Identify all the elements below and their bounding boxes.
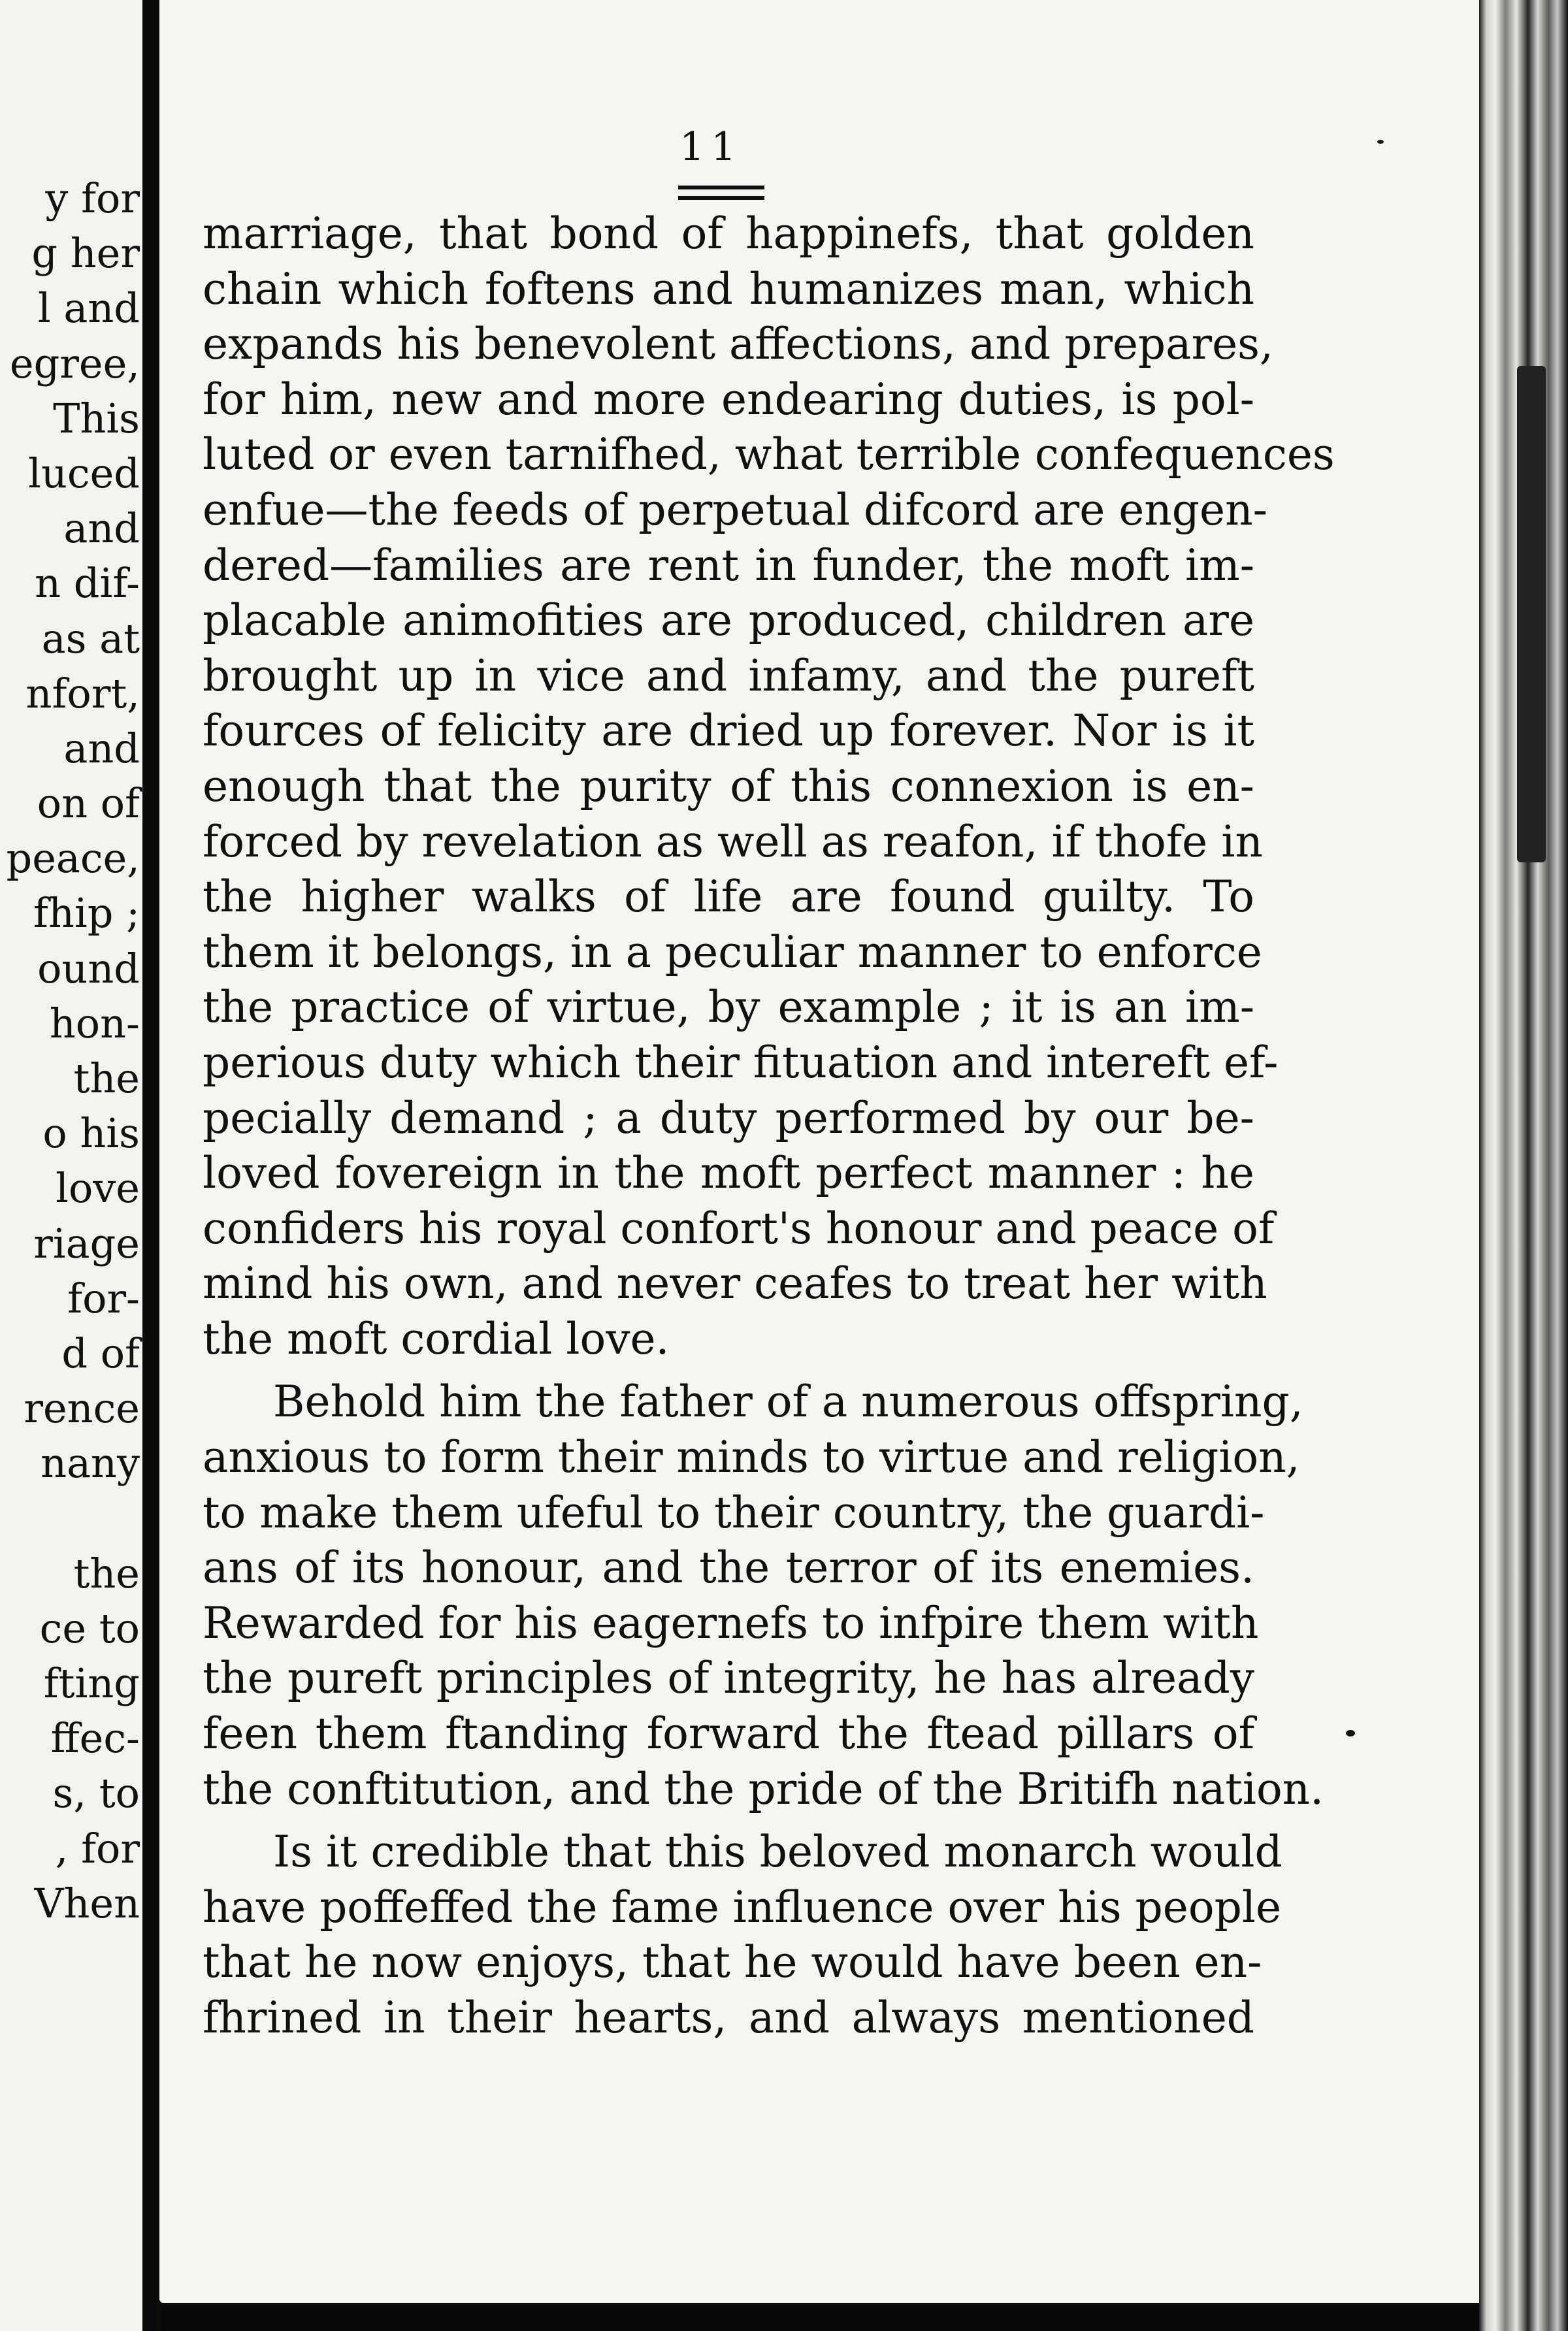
text-line: the pureft principles of integrity, he has already: [203, 1653, 1254, 1704]
left-page-line: fting: [43, 1659, 140, 1708]
page-stack-edge: [1479, 0, 1568, 2331]
left-page-line: and: [63, 724, 140, 772]
left-page-line: ffec-: [50, 1714, 140, 1763]
book-gutter: [142, 0, 159, 2331]
text-line: chain which foftens and humanizes man, which: [203, 263, 1254, 314]
text-line: dered—families are rent in funder, the moft im-: [203, 540, 1254, 591]
left-page-line: nfort,: [25, 669, 140, 717]
text-line: fources of felicity are dried up forever. Nor is it: [203, 706, 1254, 757]
text-line: enough that the purity of this connexion is en-: [203, 760, 1254, 811]
text-line: mind his own, and never ceafes to treat her with: [203, 1258, 1267, 1309]
text-line: placable animofities are produced, children are: [203, 595, 1254, 646]
text-line: the moft cordial love.: [203, 1313, 670, 1364]
text-line: for him, new and more endearing duties, is pol-: [203, 374, 1254, 425]
text-line: perious duty which their fituation and intereft ef-: [203, 1037, 1279, 1088]
left-page-line: egree,: [9, 339, 140, 387]
left-page-line: o his: [42, 1109, 140, 1158]
text-line: marriage, that bond of happinefs, that golden: [203, 208, 1254, 259]
left-page-line: g her: [31, 229, 140, 278]
text-line: feen them ftanding forward the ftead pillars of: [203, 1708, 1254, 1759]
text-line: the higher walks of life are found guilty. To: [203, 872, 1254, 922]
ink-speck: [1377, 140, 1384, 144]
left-page-line: the: [73, 1054, 140, 1102]
page-edge-mark: [1517, 366, 1546, 862]
text-line: expands his benevolent affections, and prepares,: [203, 319, 1273, 370]
page-number: 11: [679, 124, 743, 170]
left-page-line: for-: [67, 1274, 140, 1322]
left-page-line: s, to: [52, 1769, 140, 1818]
text-line: fhrined in their hearts, and always mentioned: [203, 1993, 1254, 2043]
left-page-line: ce to: [39, 1604, 140, 1652]
text-line: to make them ufeful to their country, the guardi-: [203, 1487, 1265, 1538]
left-page-line: n dif-: [35, 559, 140, 608]
text-line: have poffeffed the fame influence over his people: [203, 1882, 1281, 1932]
left-page-text: [0, 171, 140, 1931]
bottom-shadow: [159, 2303, 1479, 2331]
text-line: ans of its honour, and the terror of its enemies.: [203, 1542, 1254, 1593]
text-line: Rewarded for his eagernefs to infpire them with: [203, 1597, 1259, 1648]
text-line: the conftitution, and the pride of the Britifh nation.: [203, 1763, 1324, 1814]
left-page-line: y for: [45, 174, 140, 222]
left-page-line: hon-: [49, 999, 140, 1047]
text-line: the practice of virtue, by example ; it is an im-: [203, 982, 1254, 1033]
left-page-line: l and: [37, 284, 140, 333]
left-page-line: nany: [41, 1439, 140, 1488]
left-page-line: d of: [61, 1329, 140, 1377]
left-page-line: peace,: [6, 834, 140, 883]
paragraph-gap: [203, 1367, 1254, 1375]
paragraph-gap: [203, 1817, 1254, 1825]
left-page-line: fhip ;: [33, 889, 140, 937]
text-line: loved fovereign in the moft perfect manner : he: [203, 1148, 1254, 1199]
header-rule-bottom: [678, 196, 764, 200]
left-page-line: on of: [37, 779, 140, 828]
text-line: Behold him the father of a numerous offspring,: [273, 1377, 1303, 1427]
text-line: pecially demand ; a duty performed by our be-: [203, 1092, 1254, 1143]
left-page-line: [0, 1492, 140, 1546]
text-line: them it belongs, in a peculiar manner to enforce: [203, 926, 1262, 977]
left-page-line: riage: [33, 1219, 140, 1267]
left-facing-page: [0, 0, 142, 2331]
text-line: luted or even tarnifhed, what terrible confequences: [203, 429, 1335, 480]
left-page-line: ound: [37, 944, 140, 992]
header-rule-top: [678, 186, 764, 189]
text-line: enfue—the feeds of perpetual difcord are engen-: [203, 484, 1267, 535]
left-page-line: the: [73, 1549, 140, 1597]
text-line: Is it credible that this beloved monarch would: [273, 1827, 1282, 1878]
left-page-line: , for: [55, 1824, 140, 1872]
left-page-line: Vhen: [34, 1879, 140, 1927]
ink-speck: [1346, 1730, 1355, 1736]
text-line: confiders his royal confort's honour and peace of: [203, 1203, 1275, 1254]
left-page-line: luced: [28, 449, 140, 497]
left-page-line: rence: [24, 1384, 140, 1433]
text-line: anxious to form their minds to virtue and religion,: [203, 1432, 1300, 1483]
left-page-line: and: [63, 504, 140, 553]
left-page-line: as at: [41, 614, 140, 662]
text-line: brought up in vice and infamy, and the pureft: [203, 650, 1254, 701]
left-page-line: This: [53, 394, 140, 442]
left-page-line: love: [56, 1164, 140, 1213]
body-text: [203, 206, 1335, 2046]
text-line: that he now enjoys, that he would have been en-: [203, 1937, 1262, 1988]
text-line: forced by revelation as well as reafon, if thofe in: [203, 816, 1263, 867]
